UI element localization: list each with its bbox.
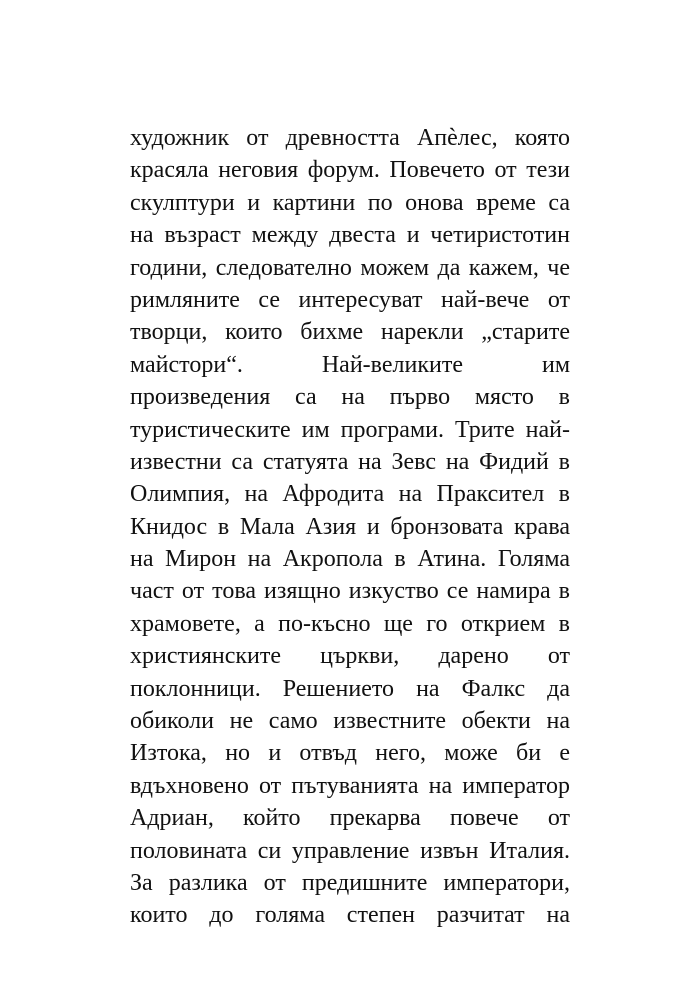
text-line: майстори“. Най-великите им [130,351,570,378]
text-line: вдъхновено от пътуванията на император [130,772,570,799]
text-line: поклонници. Решението на Фалкс да [130,675,570,702]
text-line: Изтока, но и отвъд него, може би е [130,740,570,767]
text-line: скулптури и картини по онова време са [130,189,570,216]
text-line: Книдос в Мала Азия и бронзовата крава [130,513,570,540]
text-line: години, следователно можем да кажем, че [130,254,570,281]
text-line: които до голяма степен разчитат на [130,902,570,929]
text-line: художник от древността Апѐлес, която [130,125,570,151]
text-line: част от това изящно изкуство се намира в [130,578,570,605]
text-line: туристическите им програми. Трите най- [130,416,570,443]
body-text [130,122,570,932]
text-line: произведения са на първо място в [130,384,570,411]
text-line: на възраст между двеста и четиристотин [130,222,570,249]
text-line: красяла неговия форум. Повечето от тези [130,157,570,184]
text-line: известни са статуята на Зевс на Фидий в [130,448,570,475]
text-line: половината си управление извън Италия. [130,837,570,864]
text-line: За разлика от предишните императори, [130,869,570,896]
text-line: на Мирон на Акропола в Атина. Голяма [130,546,570,573]
text-line: творци, които бихме нарекли „старите [130,319,570,346]
text-line: римляните се интересуват най-вече от [130,286,570,313]
text-line: Адриан, който прекарва повече от [130,805,570,832]
text-line: Олимпия, на Афродита на Праксител в [130,481,570,508]
text-line: християнските църкви, дарено от [130,643,570,670]
text-line: храмовете, а по-късно ще го открием в [130,610,570,637]
text-line: обиколи не само известните обекти на [130,708,570,735]
